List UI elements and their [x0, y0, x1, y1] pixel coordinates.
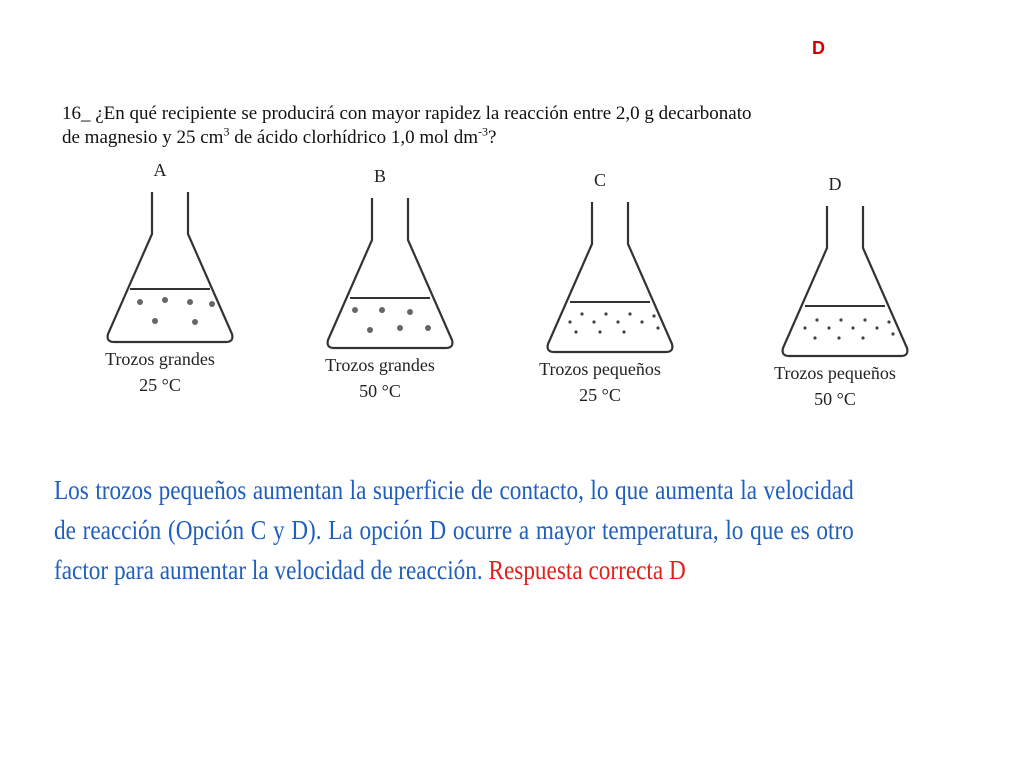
flask-b-caption — [280, 352, 480, 404]
question-line-2-part-b: de ácido clorhídrico 1,0 mol dm — [229, 127, 478, 148]
question-line-2-part-a: de magnesio y 25 cm — [62, 127, 224, 148]
flask-c-letter: C — [593, 170, 606, 190]
flask-b-letter: B — [373, 166, 386, 186]
flask-d-size: Trozos pequeños — [774, 363, 896, 383]
corner-answer-label: D — [812, 38, 825, 58]
flask-b-size: Trozos grandes — [325, 355, 435, 375]
flask-b-icon — [320, 190, 460, 370]
superscript-3: 3 — [223, 124, 230, 139]
flask-c-icon — [540, 194, 680, 374]
question-line-1: 16_ ¿En qué recipiente se producirá con mayor rapidez la reacción entre 2,0 g decarbonato — [62, 103, 752, 124]
flask-c-temp: 25 °C — [579, 385, 621, 405]
flask-a-caption — [60, 346, 260, 398]
flask-c-caption — [500, 356, 700, 408]
flask-a-size: Trozos grandes — [105, 349, 215, 369]
flask-a-temp: 25 °C — [139, 375, 181, 395]
explanation-text — [54, 470, 854, 590]
flask-a-icon — [100, 184, 240, 364]
flask-d-letter: D — [828, 174, 842, 194]
flask-c-size: Trozos pequeños — [539, 359, 661, 379]
flask-diagram — [0, 160, 1024, 430]
flask-d-icon — [775, 198, 915, 378]
flask-b-temp: 50 °C — [359, 381, 401, 401]
correct-answer: Respuesta correcta D — [488, 555, 686, 585]
flask-d-caption — [735, 360, 935, 412]
question-text — [62, 102, 962, 150]
explanation-body: Los trozos pequeños aumentan la superficie de contacto, lo que aumenta la velocidad de reacción (Opción C y D). La opción D ocurre a mayor temperatura, lo que es otro factor para aumentar la velocidad de reacción. — [54, 475, 854, 585]
question-line-2-part-c: ? — [488, 127, 497, 148]
flask-a-letter: A — [153, 160, 167, 180]
superscript-minus-3: -3 — [478, 124, 488, 139]
question-line-2 — [62, 126, 962, 150]
flask-d-temp: 50 °C — [814, 389, 856, 409]
